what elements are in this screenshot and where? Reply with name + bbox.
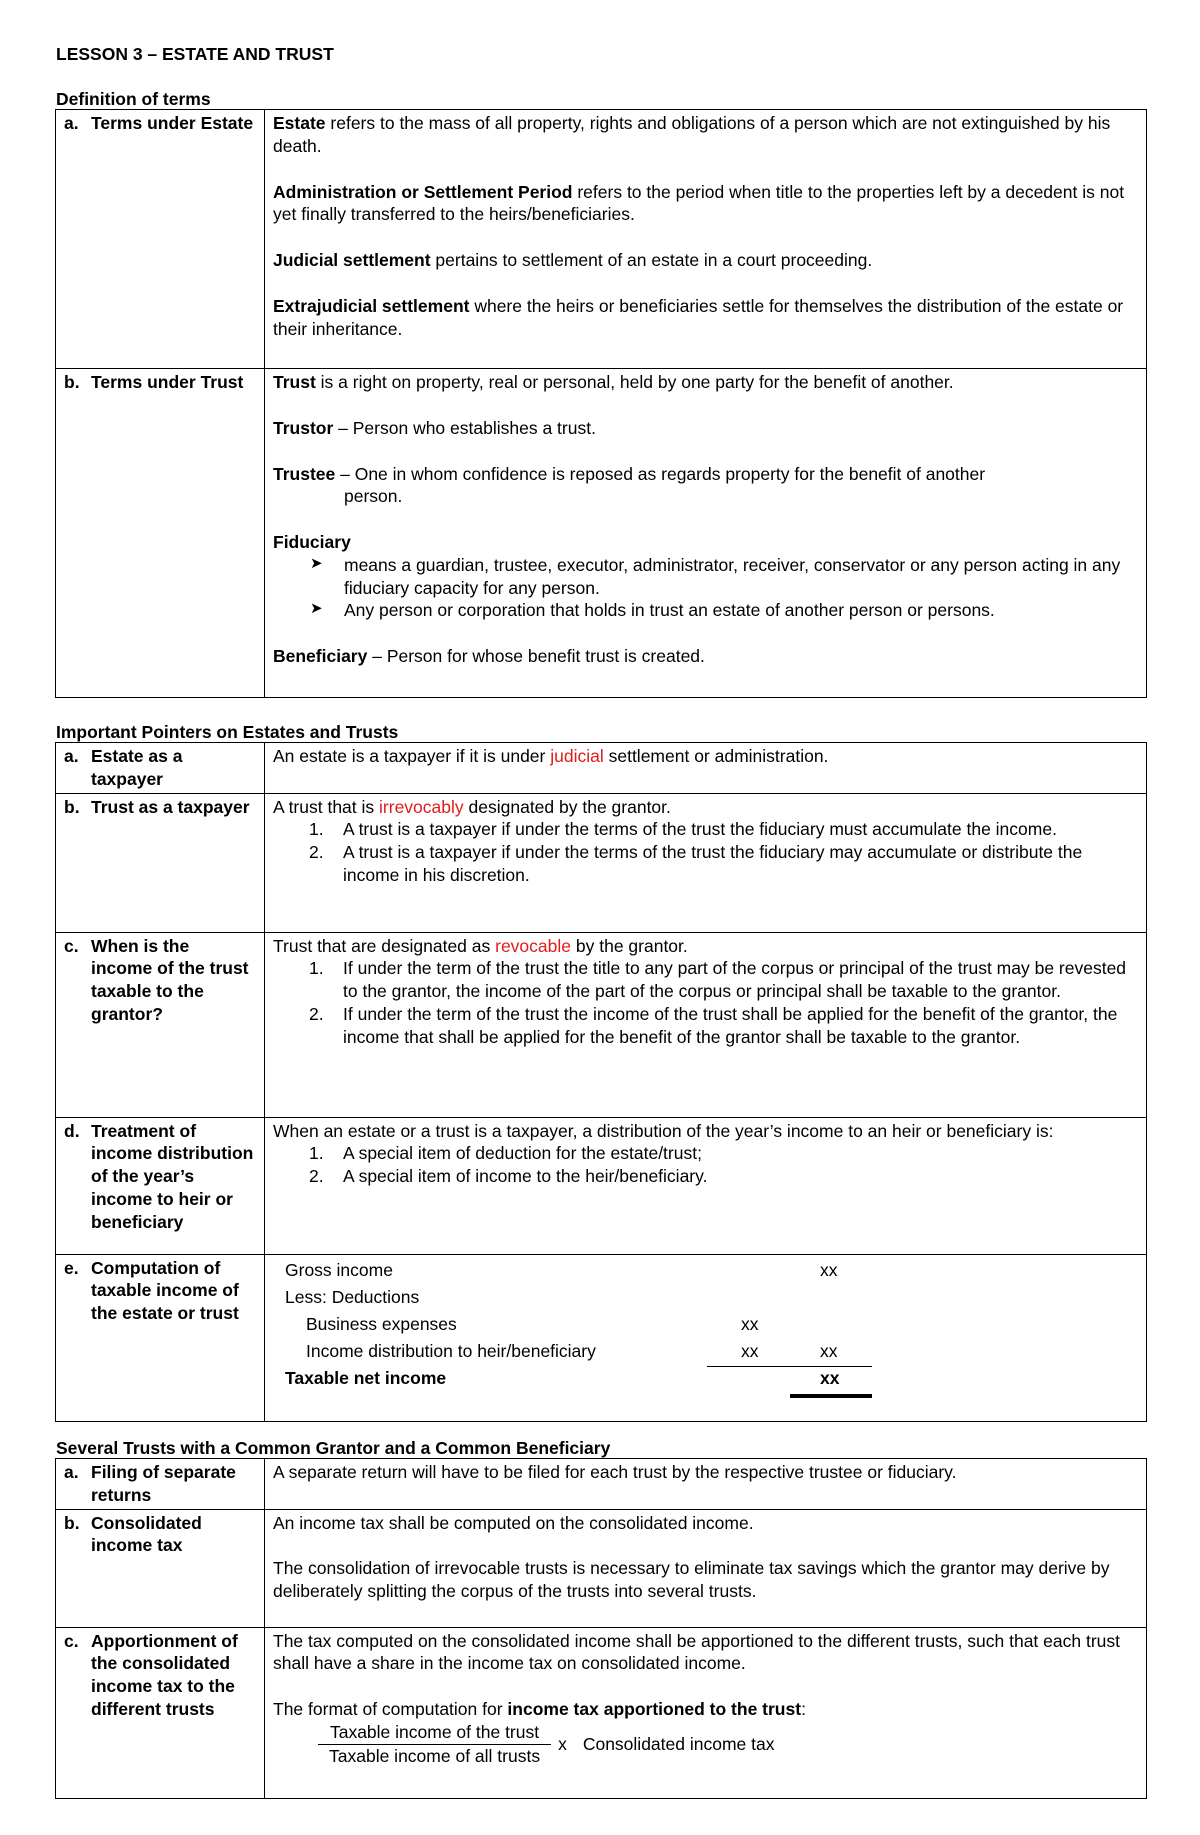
- row-label: Apportionment of the consolidated income tax to the different trusts: [91, 1630, 238, 1719]
- numbered-list: [273, 1142, 1136, 1188]
- gross-income-label: Gross income: [285, 1259, 393, 1280]
- definition-table: [55, 109, 1147, 698]
- term-trustor: Trustor: [273, 417, 334, 438]
- formula-times: x: [558, 1733, 567, 1754]
- several-heading: Several Trusts with a Common Grantor and a Common Beneficiary: [56, 1438, 611, 1458]
- term-extrajudicial: Extrajudicial settlement: [273, 295, 470, 316]
- table-row: c. Apportionment of the consolidated income tax to the different trusts The tax computed on the consolidated income shall be apportioned to the different trusts, such that each trust shall have a share in the income tax on consolidated income. The format of computation for income tax apportioned to the trust: $\frac{\text{Taxable income of the trust}}{\text{Taxable income of all trusts}}$ x Consolidated income tax: [56, 1627, 1147, 1798]
- arrow-bullet-icon: ➤: [310, 600, 323, 618]
- row-label: Consolidated income tax: [91, 1512, 202, 1556]
- row-label: Terms under Estate: [91, 113, 254, 133]
- table-row: a. Filing of separate returns A separate return will have to be filed for each trust by the respective trustee or fiduciary.: [56, 1459, 1147, 1510]
- term-beneficiary: Beneficiary: [273, 646, 368, 666]
- highlight-irrevocably: irrevocably: [379, 796, 464, 817]
- table-row: b. Terms under Trust Trust is a right on property, real or personal, held by one party for the benefit of another. Trustor – Person who establishes a trust. Trustee – One in whom confidence is reposed as regards property for the benefit of another person. Fiduciary ➤ means a guardian, trustee, executor, administrator, receiver, conservator or any person acting in any fiduciary capacity for any person. ➤ Any person or corporation that holds in trust an estate of another person or persons. Beneficiary – Person for whose benefit trust is created.: [56, 369, 1147, 698]
- pointers-table: [55, 742, 1147, 1422]
- formula-multiplier: Consolidated income tax: [582, 1733, 775, 1754]
- row-label: Estate as a taxpayer: [91, 746, 183, 789]
- numbered-list: [273, 957, 1136, 1048]
- income-distribution-value: xx: [741, 1340, 759, 1361]
- term-trustee: Trustee: [273, 463, 336, 484]
- term-fiduciary: Fiduciary: [273, 532, 351, 552]
- list-item: 1. A trust is a taxpayer if under the terms of the trust the fiduciary must accumulate the income.: [309, 819, 1057, 840]
- table-row: a. Estate as a taxpayer An estate is a taxpayer if it is under judicial settlement or administration.: [56, 743, 1147, 794]
- arrow-bullet-icon: ➤: [310, 554, 323, 572]
- row-label: Trust as a taxpayer: [91, 796, 250, 817]
- term-estate: Estate: [273, 113, 326, 133]
- list-item: ➤ Any person or corporation that holds in trust an estate of another person or persons.: [310, 600, 995, 621]
- list-item: 1. If under the term of the trust the title to any part of the corpus or principal of the trust may be revested to the grantor, the income of the part of the corpus or principal shall be taxable to the grantor.: [309, 958, 1127, 1001]
- income-distribution-label: Income distribution to heir/beneficiary: [306, 1340, 596, 1361]
- subtotal-rule: [707, 1366, 872, 1367]
- lesson-title: LESSON 3 – ESTATE AND TRUST: [56, 44, 334, 64]
- formula-denominator: Taxable income of all trusts: [329, 1745, 541, 1766]
- several-trusts-table: [55, 1458, 1147, 1799]
- row-label: When is the income of the trust taxable to the grantor?: [91, 935, 249, 1024]
- apportionment-formula: [317, 1721, 1136, 1768]
- business-expenses-value: xx: [741, 1313, 759, 1334]
- table-row: a. Terms under Estate Estate refers to the mass of all property, rights and obligations of a person which are not extinguished by his death. Administration or Settlement Period refers to the period when title to the properties left by a decedent is not yet finally transferred to the heirs/beneficiaries. Judicial settlement pertains to settlement of an estate in a court proceeding. Extrajudicial settlement where the heirs or beneficiaries settle for themselves the distribution of the estate or their inheritance.: [56, 110, 1147, 369]
- formula-numerator: Taxable income of the trust: [318, 1721, 551, 1745]
- taxable-net-income-value: xx: [820, 1367, 840, 1388]
- list-item: 2. A special item of income to the heir/beneficiary.: [309, 1166, 708, 1186]
- table-row: c. When is the income of the trust taxable to the grantor? Trust that are designated as revocable by the grantor. 1. If under the term of the trust the title to any part of the corpus or principal of the trust may be revested to the grantor, the income of the part of the corpus or principal shall be taxable to the grantor. 2. If under the term of the trust the income of the trust shall be applied for the benefit of the grantor, the income that shall be applied for the benefit of the grantor shall be taxable to the grantor.: [56, 932, 1147, 1117]
- table-row: e. Computation of taxable income of the estate or trust Gross income xx Less: Deductions Business expenses xx Income distribution to heir/beneficiary xx xx Taxable net income xx: [56, 1254, 1147, 1421]
- list-item: ➤ means a guardian, trustee, executor, administrator, receiver, conservator or any person acting in any fiduciary capacity for any person.: [310, 554, 1121, 598]
- row-label: Computation of taxable income of the estate or trust: [91, 1257, 239, 1323]
- total-double-rule: [790, 1394, 872, 1398]
- highlight-judicial: judicial: [550, 746, 604, 766]
- list-item: 2. If under the term of the trust the income of the trust shall be applied for the benefit of the grantor, the income that shall be applied for the benefit of the grantor shall be taxable to the grantor.: [309, 1003, 1118, 1047]
- numbered-list: [273, 818, 1136, 886]
- row-label: Filing of separate returns: [91, 1462, 236, 1505]
- term-trust: Trust: [273, 372, 316, 392]
- taxable-net-income-label: Taxable net income: [285, 1367, 447, 1388]
- fiduciary-list: [273, 554, 1136, 622]
- table-row: b. Trust as a taxpayer A trust that is irrevocably designated by the grantor. 1. A trust is a taxpayer if under the terms of the trust the fiduciary must accumulate the income. 2. A trust is a taxpayer if under the terms of the trust the fiduciary may accumulate or distribute the income in his discretion.: [56, 793, 1147, 932]
- term-judicial: Judicial settlement: [273, 250, 431, 270]
- term-administration: Administration or Settlement Period: [273, 181, 573, 202]
- row-label: Terms under Trust: [91, 372, 244, 392]
- computation-schedule: [273, 1257, 1136, 1417]
- row-label: Treatment of income distribution of the year’s income to heir or beneficiary: [91, 1120, 254, 1232]
- table-row: b. Consolidated income tax An income tax shall be computed on the consolidated income. The consolidation of irrevocable trusts is necessary to eliminate tax savings which the grantor may derive by deliberately splitting the corpus of the trusts into several trusts.: [56, 1509, 1147, 1627]
- highlight-revocable: revocable: [495, 935, 572, 956]
- list-item: 2. A trust is a taxpayer if under the terms of the trust the fiduciary may accumulate or distribute the income in his discretion.: [309, 842, 1083, 885]
- table-row: d. Treatment of income distribution of the year’s income to heir or beneficiary When an estate or a trust is a taxpayer, a distribution of the year’s income to an heir or beneficiary is: 1. A special item of deduction for the estate/trust; 2. A special item of income to the heir/beneficiary.: [56, 1117, 1147, 1254]
- less-deductions-label: Less: Deductions: [285, 1286, 420, 1307]
- deductions-total-value: xx: [820, 1340, 838, 1361]
- pointers-heading: Important Pointers on Estates and Trusts: [56, 722, 399, 742]
- gross-income-value: xx: [820, 1259, 838, 1280]
- business-expenses-label: Business expenses: [306, 1313, 457, 1334]
- definition-heading: Definition of terms: [56, 89, 211, 109]
- list-item: 1. A special item of deduction for the estate/trust;: [309, 1143, 702, 1164]
